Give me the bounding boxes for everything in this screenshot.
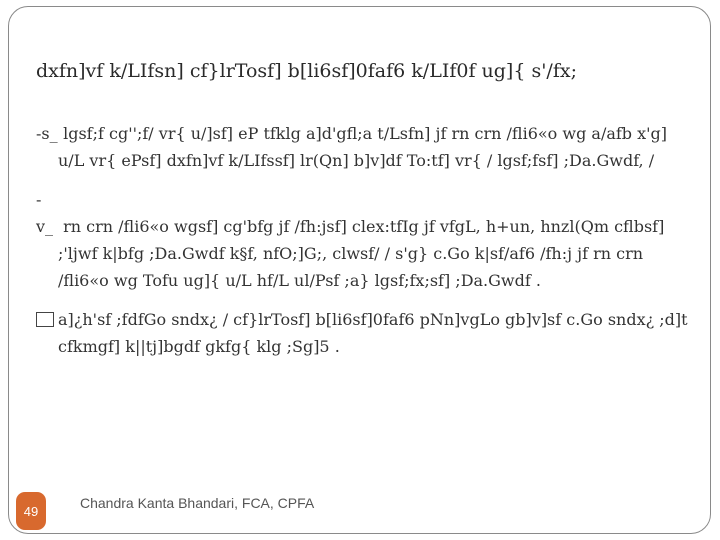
bullet-item: [36, 186, 696, 294]
page-number-badge: 49: [16, 492, 46, 530]
bullet-text: a]¿h'sf ;fdfGo sndx¿ / cf}lrTosf] b[li6sf]0faf6 pNn]vgLo gb]v]sf c.Go sndx¿ ;d]t cfkmgf] k||tj]bgdf gkfg{ klg ;Sg]5 .: [58, 310, 688, 356]
slide-title: dxfn]vf k/LIfsn] cf}lrTosf] b[li6sf]0faf6 k/LIf0f ug]{ s'/fx;: [36, 60, 577, 82]
bullet-marker: -s_: [36, 124, 58, 143]
bullet-item: [36, 306, 696, 360]
missing-glyph-box-icon: [36, 312, 54, 327]
bullet-list: [36, 120, 696, 372]
bullet-text: rn crn /fli6«o wgsf] cg'bfg jf /fh:jsf] clex:tfIg jf vfgL, h+un, hnzl(Qm cflbsf] ;'ljwf k|bfg ;Da.Gwdf k§f, nfO;]G;, clwsf/ / s'g} c.Go k|sf/af6 /fh:j jf rn crn /fli6«o wg Tofu ug]{ u/L hf/L ul/Psf ;a} lgsf;fx;sf] ;Da.Gwdf .: [58, 217, 665, 290]
bullet-item: [36, 120, 696, 174]
bullet-marker: -v_: [36, 190, 54, 236]
footer-author: Chandra Kanta Bhandari, FCA, CPFA: [80, 495, 315, 511]
bullet-text: lgsf;f cg'';f/ vr{ u/]sf] eP tfklg a]d'gfl;a t/Lsfn] jf rn crn /fli6«o wg a/afb x'g] u/L vr{ ePsf] dxfn]vf k/LIfssf] lr(Qn] b]v]df To:tf] vr{ / lgsf;fsf] ;Da.Gwdf, /: [58, 124, 668, 170]
